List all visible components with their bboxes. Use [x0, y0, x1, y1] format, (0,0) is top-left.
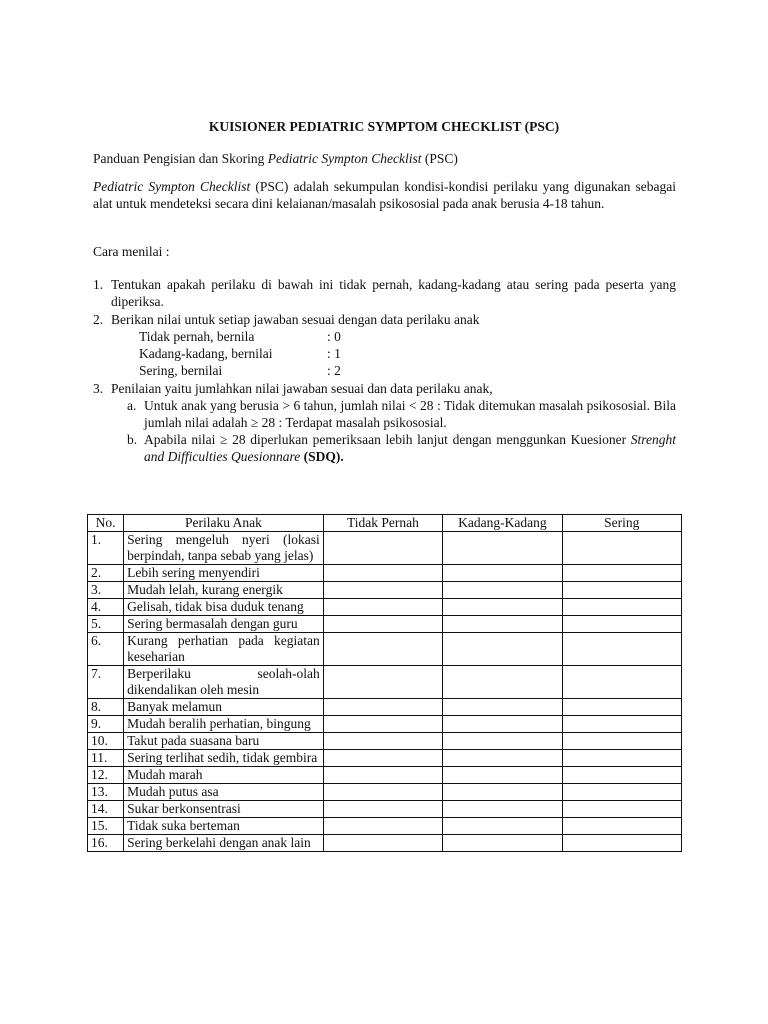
row-number: 14.: [88, 801, 124, 818]
header-sometimes: Kadang-Kadang: [443, 515, 562, 532]
table-row: [88, 532, 682, 565]
row-behavior: Lebih sering menyendiri: [124, 565, 324, 582]
intro-text: (PSC) adalah sekumpulan kondisi-kondisi perilaku yang digunakan sebagai alat untuk mendeteksi secara dini kelaianan/masalah psikososial pada anak berusia 4-18 tahun.: [93, 179, 677, 211]
cell-often[interactable]: [562, 767, 681, 784]
table-row: [88, 565, 682, 582]
cell-never[interactable]: [323, 565, 442, 582]
score-value: : 0: [327, 329, 341, 344]
cell-never[interactable]: [323, 699, 442, 716]
score-label: Kadang-kadang, bernilai: [139, 346, 273, 361]
cell-sometimes[interactable]: [443, 818, 562, 835]
cell-sometimes[interactable]: [443, 582, 562, 599]
cell-often[interactable]: [562, 582, 681, 599]
cell-often[interactable]: [562, 565, 681, 582]
row-number: 5.: [88, 616, 124, 633]
cell-sometimes[interactable]: [443, 835, 562, 852]
table-row: [88, 750, 682, 767]
row-behavior: Banyak melamun: [124, 699, 324, 716]
step-3-text: Penilaian yaitu jumlahkan nilai jawaban sesuai dan data perilaku anak,: [111, 381, 493, 396]
score-row-sometimes: [139, 345, 676, 362]
row-number: 8.: [88, 699, 124, 716]
table-row: [88, 801, 682, 818]
row-number: 2.: [88, 565, 124, 582]
table-row: [88, 582, 682, 599]
step-3a-text: Untuk anak yang berusia > 6 tahun, jumlah nilai < 28 : Tidak ditemukan masalah psikososial. Bila jumlah nilai adalah ≥ 28 : Terdapat masalah psikososial.: [144, 398, 676, 430]
cell-never[interactable]: [323, 750, 442, 767]
row-number: 1.: [88, 532, 124, 565]
cell-never[interactable]: [323, 599, 442, 616]
cell-sometimes[interactable]: [443, 784, 562, 801]
step-3b-text: Apabila nilai ≥ 28 diperlukan pemeriksaan lebih lanjut dengan menggunkan Kuesioner: [144, 432, 631, 447]
table-row: [88, 699, 682, 716]
row-number: 13.: [88, 784, 124, 801]
step-1: [93, 276, 676, 310]
cell-sometimes[interactable]: [443, 699, 562, 716]
guide-heading: [93, 150, 683, 167]
step-3: [93, 380, 676, 465]
row-number: 6.: [88, 633, 124, 666]
table-row: [88, 666, 682, 699]
cell-often[interactable]: [562, 818, 681, 835]
score-row-often: [139, 362, 676, 379]
cell-never[interactable]: [323, 616, 442, 633]
cell-never[interactable]: [323, 767, 442, 784]
step-3a-letter: a.: [127, 398, 137, 413]
row-behavior: Sering mengeluh nyeri (lokasi berpindah, tanpa sebab yang jelas): [124, 532, 324, 565]
row-behavior: Sukar berkonsentrasi: [124, 801, 324, 818]
row-behavior: Sering bermasalah dengan guru: [124, 616, 324, 633]
header-behavior: Perilaku Anak: [124, 515, 324, 532]
cell-sometimes[interactable]: [443, 733, 562, 750]
intro-italic: Pediatric Sympton Checklist: [93, 179, 251, 194]
document-title: KUISIONER PEDIATRIC SYMPTOM CHECKLIST (PSC): [208, 119, 560, 134]
cell-never[interactable]: [323, 716, 442, 733]
cell-sometimes[interactable]: [443, 532, 562, 565]
row-behavior: Berperilaku seolah-olah dikendalikan oleh mesin: [124, 666, 324, 699]
row-behavior: Sering terlihat sedih, tidak gembira: [124, 750, 324, 767]
cell-often[interactable]: [562, 784, 681, 801]
cell-often[interactable]: [562, 532, 681, 565]
step-3b-letter: b.: [127, 432, 138, 447]
score-value: : 2: [327, 363, 341, 378]
row-behavior: Gelisah, tidak bisa duduk tenang: [124, 599, 324, 616]
cell-never[interactable]: [323, 835, 442, 852]
cell-sometimes[interactable]: [443, 565, 562, 582]
table-row: [88, 616, 682, 633]
cell-often[interactable]: [562, 750, 681, 767]
row-number: 4.: [88, 599, 124, 616]
row-number: 15.: [88, 818, 124, 835]
cell-sometimes[interactable]: [443, 801, 562, 818]
row-behavior: Tidak suka berteman: [124, 818, 324, 835]
table-header-row: [88, 515, 682, 532]
row-number: 9.: [88, 716, 124, 733]
guide-heading-prefix: Panduan Pengisian dan Skoring: [93, 151, 268, 166]
row-number: 16.: [88, 835, 124, 852]
step-3-number: 3.: [93, 381, 104, 396]
cell-often[interactable]: [562, 616, 681, 633]
step-3b-italic: Strenght and Difficulties Quesionnare: [144, 432, 676, 464]
cell-never[interactable]: [323, 582, 442, 599]
row-number: 7.: [88, 666, 124, 699]
step-3a: [127, 397, 676, 431]
step-2-number: 2.: [93, 312, 104, 327]
cell-often[interactable]: [562, 733, 681, 750]
cell-never[interactable]: [323, 784, 442, 801]
table-row: [88, 633, 682, 666]
cell-often[interactable]: [562, 599, 681, 616]
row-behavior: Sering berkelahi dengan anak lain: [124, 835, 324, 852]
cell-never[interactable]: [323, 818, 442, 835]
table-row: [88, 835, 682, 852]
cell-often[interactable]: [562, 801, 681, 818]
cell-often[interactable]: [562, 835, 681, 852]
guide-heading-italic: Pediatric Sympton Checklist: [267, 151, 422, 166]
score-scale: [139, 328, 676, 379]
cell-sometimes[interactable]: [443, 616, 562, 633]
row-behavior: Mudah putus asa: [124, 784, 324, 801]
step-3b-suffix: (SDQ).: [300, 449, 344, 464]
header-often: Sering: [562, 515, 681, 532]
step-1-text: Tentukan apakah perilaku di bawah ini tidak pernah, kadang-kadang atau sering pada peserta yang diperiksa.: [111, 277, 676, 309]
cell-sometimes[interactable]: [443, 750, 562, 767]
step-2: [93, 311, 676, 379]
cell-often[interactable]: [562, 699, 681, 716]
cell-never[interactable]: [323, 733, 442, 750]
cell-never[interactable]: [323, 633, 442, 666]
step-1-number: 1.: [93, 277, 104, 292]
step-2-text: Berikan nilai untuk setiap jawaban sesuai dengan data perilaku anak: [111, 312, 480, 327]
score-label: Tidak pernah, bernila: [139, 329, 255, 344]
scoring-heading: Cara menilai :: [93, 244, 170, 259]
cell-never[interactable]: [323, 666, 442, 699]
guide-heading-suffix: (PSC): [421, 151, 458, 166]
row-number: 12.: [88, 767, 124, 784]
step-3b: [127, 431, 676, 465]
table-row: [88, 784, 682, 801]
row-behavior: Kurang perhatian pada kegiatan keseharian: [124, 633, 324, 666]
header-never: Tidak Pernah: [323, 515, 442, 532]
cell-never[interactable]: [323, 532, 442, 565]
row-number: 10.: [88, 733, 124, 750]
cell-often[interactable]: [562, 633, 681, 666]
row-behavior: Mudah lelah, kurang energik: [124, 582, 324, 599]
cell-often[interactable]: [562, 666, 681, 699]
cell-sometimes[interactable]: [443, 716, 562, 733]
cell-sometimes[interactable]: [443, 633, 562, 666]
row-behavior: Takut pada suasana baru: [124, 733, 324, 750]
table-row: [88, 599, 682, 616]
row-number: 3.: [88, 582, 124, 599]
cell-sometimes[interactable]: [443, 767, 562, 784]
score-value: : 1: [327, 346, 341, 361]
table-row: [88, 818, 682, 835]
cell-sometimes[interactable]: [443, 599, 562, 616]
row-number: 11.: [88, 750, 124, 767]
row-behavior: Mudah beralih perhatian, bingung: [124, 716, 324, 733]
row-behavior: Mudah marah: [124, 767, 324, 784]
cell-never[interactable]: [323, 801, 442, 818]
step-3-substeps: [127, 397, 676, 465]
psc-checklist-table: [87, 514, 682, 852]
score-label: Sering, bernilai: [139, 363, 223, 378]
cell-often[interactable]: [562, 716, 681, 733]
table-row: [88, 767, 682, 784]
intro-paragraph: [93, 178, 676, 212]
header-no: No.: [88, 515, 124, 532]
table-row: [88, 733, 682, 750]
score-row-never: [139, 328, 676, 345]
table-row: [88, 716, 682, 733]
cell-sometimes[interactable]: [443, 666, 562, 699]
scoring-steps: [93, 276, 676, 466]
